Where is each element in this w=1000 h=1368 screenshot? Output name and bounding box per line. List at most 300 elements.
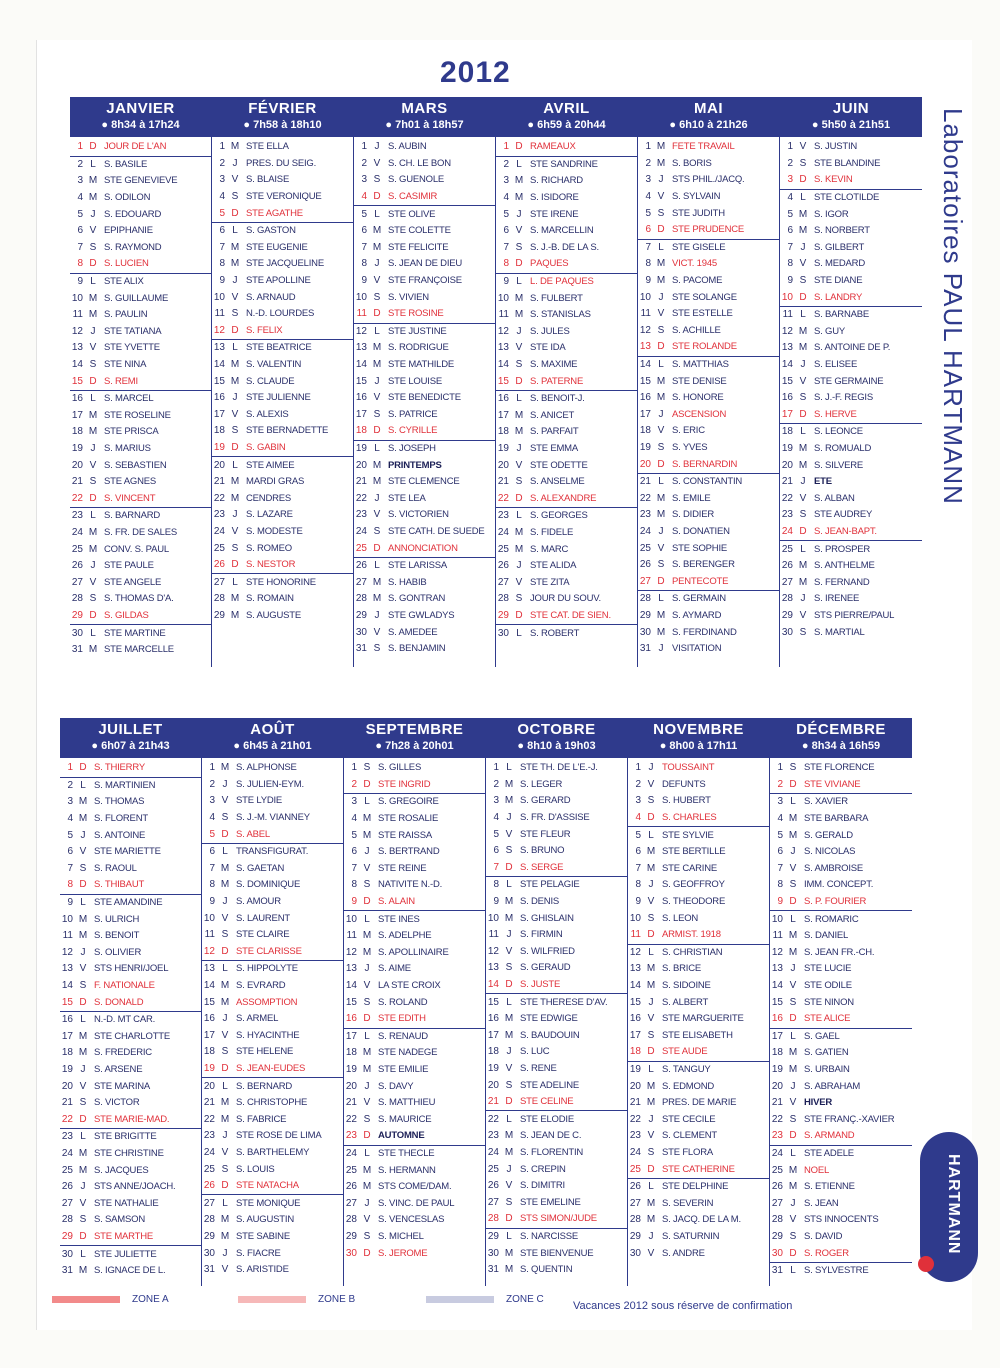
saint-name: S. ANTOINE DE P. xyxy=(814,343,891,354)
weekday-letter: M xyxy=(372,225,382,237)
weekday-letter: V xyxy=(221,795,229,807)
weekday-letter: S xyxy=(647,1146,655,1158)
saint-name: STE FLEUR xyxy=(520,829,571,840)
saint-name: S. JULES xyxy=(530,326,570,337)
day-number: 30 xyxy=(639,626,651,638)
day-number: 18 xyxy=(629,1046,641,1058)
saint-name: CONV. S. PAUL xyxy=(104,544,169,555)
day-number: 18 xyxy=(639,425,651,437)
saint-name: STE CLAIRE xyxy=(236,930,290,941)
day-number: 21 xyxy=(629,1097,641,1109)
weekday-letter: D xyxy=(515,609,523,621)
day-number: 15 xyxy=(781,375,793,387)
day-row xyxy=(354,423,495,440)
weekday-letter: M xyxy=(656,375,666,387)
legend-zone-a xyxy=(52,1294,169,1305)
saint-name: PRÉS. DE MARIE xyxy=(662,1098,737,1109)
saint-name: STE EMMA xyxy=(530,443,579,454)
saint-name: S. TANGUY xyxy=(662,1064,711,1075)
day-row xyxy=(212,323,353,340)
saint-name: S. DONATIEN xyxy=(672,526,730,537)
day-row xyxy=(628,810,769,827)
day-number: 12 xyxy=(781,325,793,337)
day-row xyxy=(70,424,211,441)
weekday-letter: V xyxy=(789,1097,797,1109)
day-row xyxy=(628,1229,769,1246)
weekday-letter: M xyxy=(798,576,808,588)
day-row xyxy=(70,340,211,357)
day-row xyxy=(770,894,912,911)
saint-name: S. FR. D'ASSISE xyxy=(520,813,590,824)
weekday-letter: L xyxy=(90,276,96,288)
day-row xyxy=(60,961,201,978)
day-row xyxy=(638,239,779,257)
day-row xyxy=(70,290,211,307)
day-row xyxy=(60,1179,201,1196)
saint-name: S. HERMANN xyxy=(378,1165,436,1176)
saint-name: STE GISÈLE xyxy=(672,242,726,253)
saint-name: S. DENIS xyxy=(520,897,560,908)
weekday-letter: L xyxy=(374,560,380,572)
day-row xyxy=(60,777,201,795)
saint-name: STE NADÈGE xyxy=(378,1048,438,1059)
saint-name: NOËL xyxy=(804,1165,830,1176)
saint-name: STE TATIANA xyxy=(104,326,162,337)
day-row xyxy=(486,876,627,894)
day-row xyxy=(212,456,353,474)
saint-name: STE MARTHE xyxy=(94,1231,154,1242)
saint-name: S. FLORENTIN xyxy=(520,1147,584,1158)
day-number: 24 xyxy=(213,525,225,537)
day-number: 21 xyxy=(781,476,793,488)
saint-name: S. BRUNO xyxy=(520,846,565,857)
day-row xyxy=(780,390,922,407)
weekday-letter: S xyxy=(799,157,807,169)
day-number: 14 xyxy=(629,980,641,992)
weekday-letter: S xyxy=(657,324,665,336)
month-9 xyxy=(486,718,628,1286)
day-row xyxy=(496,223,637,240)
day-row xyxy=(770,1078,912,1095)
day-row xyxy=(770,760,912,777)
saint-name: STE YVETTE xyxy=(104,343,160,354)
day-number: 18 xyxy=(61,1047,73,1059)
day-number: 12 xyxy=(629,946,641,958)
day-number: 26 xyxy=(497,560,509,572)
day-number: 23 xyxy=(71,510,83,522)
day-row xyxy=(202,793,343,810)
day-number: 13 xyxy=(203,963,215,975)
weekday-letter: M xyxy=(230,258,240,270)
day-row xyxy=(486,944,627,961)
saint-name: STE DENISE xyxy=(672,376,727,387)
saint-name: S. THIBAUT xyxy=(94,880,145,891)
day-number: 9 xyxy=(635,896,641,908)
day-number: 25 xyxy=(61,1164,73,1176)
day-number: 5 xyxy=(645,207,651,219)
day-row xyxy=(496,457,637,474)
day-number: 24 xyxy=(355,525,367,537)
saint-name: S. J.-M. VIANNEY xyxy=(236,813,310,824)
saint-name: S. DAVID xyxy=(804,1231,843,1242)
day-row xyxy=(202,877,343,894)
day-number: 9 xyxy=(645,275,651,287)
day-number: 9 xyxy=(77,276,83,288)
day-row xyxy=(638,407,779,424)
day-number: 30 xyxy=(61,1248,73,1260)
sun-times: ● 8h34 à 17h24 xyxy=(101,119,180,131)
saint-name: S. WILFRIED xyxy=(520,946,575,957)
day-number: 15 xyxy=(497,375,509,387)
weekday-letter: M xyxy=(88,175,98,187)
year-title: 2012 xyxy=(440,56,511,89)
day-number: 14 xyxy=(771,980,783,992)
day-row xyxy=(496,240,637,257)
saint-name: STE GERMAINE xyxy=(814,376,884,387)
day-row xyxy=(638,356,779,374)
month-11 xyxy=(770,718,912,1286)
weekday-letter: M xyxy=(78,1147,88,1159)
saint-name: F. NATIONALE xyxy=(94,981,155,992)
day-number: 14 xyxy=(61,980,73,992)
weekday-letter: J xyxy=(232,392,238,404)
day-number: 16 xyxy=(781,392,793,404)
weekday-letter: S xyxy=(657,207,665,219)
weekday-letter: S xyxy=(647,1029,655,1041)
day-number: 28 xyxy=(629,1214,641,1226)
weekday-letter: S xyxy=(789,1113,797,1125)
weekday-letter: V xyxy=(89,576,97,588)
day-number: 29 xyxy=(497,609,509,621)
weekday-letter: V xyxy=(231,525,239,537)
day-row xyxy=(202,1262,343,1279)
weekday-letter: J xyxy=(506,1163,512,1175)
weekday-letter: D xyxy=(515,258,523,270)
day-row xyxy=(628,1245,769,1262)
weekday-letter: L xyxy=(648,1063,654,1075)
day-number: 31 xyxy=(61,1265,73,1277)
weekday-letter: J xyxy=(374,141,380,153)
day-row xyxy=(638,490,779,507)
day-number: 7 xyxy=(351,862,357,874)
day-number: 28 xyxy=(61,1214,73,1226)
day-row xyxy=(496,139,637,156)
weekday-letter: D xyxy=(505,1213,513,1225)
day-number: 2 xyxy=(645,157,651,169)
day-number: 16 xyxy=(71,393,83,405)
day-number: 8 xyxy=(777,879,783,891)
weekday-letter: M xyxy=(646,1097,656,1109)
day-number: 17 xyxy=(345,1030,357,1042)
day-row xyxy=(354,641,495,658)
weekday-letter: L xyxy=(648,946,654,958)
day-row xyxy=(60,1111,201,1128)
weekday-letter: M xyxy=(514,309,524,321)
day-number: 8 xyxy=(645,258,651,270)
day-number: 23 xyxy=(487,1130,499,1142)
day-row xyxy=(354,240,495,257)
weekday-letter: L xyxy=(506,762,512,774)
saint-name: STE FLORENCE xyxy=(804,763,875,774)
day-number: 24 xyxy=(629,1146,641,1158)
day-number: 3 xyxy=(77,175,83,187)
saint-name: STE CLOTILDE xyxy=(814,193,880,204)
day-number: 28 xyxy=(345,1214,357,1226)
weekday-letter: S xyxy=(505,845,513,857)
day-number: 9 xyxy=(503,276,509,288)
weekday-letter: J xyxy=(790,963,796,975)
weekday-letter: V xyxy=(373,392,381,404)
day-row xyxy=(344,1045,485,1062)
saint-name: STE ROSINE xyxy=(388,309,444,320)
day-number: 26 xyxy=(487,1180,499,1192)
saint-name: S. SATURNIN xyxy=(662,1231,720,1242)
weekday-letter: M xyxy=(362,930,372,942)
day-list xyxy=(770,758,912,1286)
day-row xyxy=(496,574,637,591)
day-row xyxy=(202,944,343,961)
saint-name: S. GEOFFROY xyxy=(662,880,725,891)
weekday-letter: S xyxy=(79,1097,87,1109)
sun-times: ● 8h00 à 17h11 xyxy=(659,740,738,752)
weekday-letter: M xyxy=(504,1029,514,1041)
weekday-letter: M xyxy=(798,442,808,454)
saint-name: S. BARNARD xyxy=(104,511,161,522)
saint-name: STS ANNE/JOACH. xyxy=(94,1182,176,1193)
saint-name: S. ARMEL xyxy=(236,1014,279,1025)
day-row xyxy=(70,373,211,390)
weekday-letter: M xyxy=(646,1214,656,1226)
day-row xyxy=(486,760,627,777)
weekday-letter: S xyxy=(373,174,381,186)
day-row xyxy=(486,1194,627,1211)
day-number: 7 xyxy=(77,241,83,253)
saint-name: STE AIMÉE xyxy=(246,460,295,471)
saint-name: STE EUGÉNIE xyxy=(246,242,308,253)
day-number: 17 xyxy=(213,408,225,420)
saint-name: S. CONSTANTIN xyxy=(672,477,743,488)
saint-name: PRINTEMPS xyxy=(388,460,442,471)
month-name: OCTOBRE xyxy=(517,721,596,738)
saint-name: STE CÉLINE xyxy=(520,1097,574,1108)
day-row xyxy=(354,440,495,458)
saint-name: S. ROBERT xyxy=(530,628,580,639)
saint-name: S. ARNAUD xyxy=(246,292,296,303)
saint-name: STE AGNÈS xyxy=(104,477,157,488)
day-number: 23 xyxy=(61,1131,73,1143)
day-number: 4 xyxy=(77,192,83,204)
sun-times: ● 8h34 à 16h59 xyxy=(801,740,881,752)
day-row xyxy=(638,557,779,574)
weekday-letter: L xyxy=(516,393,522,405)
day-number: 2 xyxy=(493,778,499,790)
day-row xyxy=(212,490,353,507)
day-row xyxy=(486,1110,627,1128)
day-number: 4 xyxy=(787,192,793,204)
saint-name: S. VICTORIEN xyxy=(388,510,449,521)
day-row xyxy=(60,978,201,995)
day-number: 17 xyxy=(203,1029,215,1041)
day-row xyxy=(486,810,627,827)
saint-name: PRÉS. DU SEIG. xyxy=(246,158,317,169)
weekday-letter: M xyxy=(220,980,230,992)
saint-name: S. MAXIME xyxy=(530,360,578,371)
day-row xyxy=(60,1045,201,1062)
weekday-letter: D xyxy=(373,191,381,203)
day-number: 13 xyxy=(355,342,367,354)
day-row xyxy=(496,424,637,441)
weekday-letter: L xyxy=(80,897,86,909)
day-list xyxy=(486,758,627,1286)
weekday-letter: J xyxy=(648,1113,654,1125)
day-number: 4 xyxy=(645,191,651,203)
saint-name: STE ROLANDE xyxy=(672,342,737,353)
saint-name: S. MARCELLIN xyxy=(530,226,594,237)
day-row xyxy=(202,1229,343,1246)
day-number: 22 xyxy=(487,1113,499,1125)
day-number: 16 xyxy=(61,1014,73,1026)
weekday-letter: V xyxy=(89,459,97,471)
weekday-letter: M xyxy=(372,359,382,371)
weekday-letter: D xyxy=(363,778,371,790)
zone-c-label: ZONE C xyxy=(506,1294,544,1305)
day-number: 10 xyxy=(203,912,215,924)
day-row xyxy=(628,994,769,1011)
saint-name: S. BORIS xyxy=(672,158,712,169)
saint-name: STE LÉA xyxy=(388,493,426,504)
weekday-letter: D xyxy=(221,1062,229,1074)
weekday-letter: V xyxy=(363,862,371,874)
day-number: 9 xyxy=(787,275,793,287)
saint-name: STE FLORA xyxy=(662,1147,713,1158)
weekday-letter: L xyxy=(90,510,96,522)
day-number: 11 xyxy=(62,930,73,942)
day-list xyxy=(202,758,343,1286)
day-number: 29 xyxy=(781,609,793,621)
day-row xyxy=(780,357,922,374)
weekday-letter: M xyxy=(504,1130,514,1142)
weekday-letter: V xyxy=(231,174,239,186)
weekday-letter: V xyxy=(505,1180,513,1192)
weekday-letter: V xyxy=(799,258,807,270)
day-number: 15 xyxy=(345,996,357,1008)
day-row xyxy=(780,423,922,441)
weekday-letter: M xyxy=(372,459,382,471)
month-4 xyxy=(638,97,780,667)
day-row xyxy=(354,357,495,374)
day-number: 30 xyxy=(487,1247,499,1259)
day-number: 2 xyxy=(209,778,215,790)
day-number: 31 xyxy=(487,1264,499,1276)
weekday-letter: V xyxy=(505,828,513,840)
day-number: 5 xyxy=(787,208,793,220)
day-number: 24 xyxy=(203,1146,215,1158)
day-number: 23 xyxy=(213,509,225,521)
day-number: 12 xyxy=(71,325,83,337)
day-row xyxy=(202,1178,343,1195)
day-number: 1 xyxy=(787,141,793,153)
saint-name: STE BLANDINE xyxy=(814,158,881,169)
sun-times: ● 6h07 à 21h43 xyxy=(91,740,170,752)
weekday-letter: M xyxy=(514,175,524,187)
weekday-letter: L xyxy=(800,309,806,321)
day-row xyxy=(344,1111,485,1128)
saint-name: S. BASILE xyxy=(104,159,148,170)
day-row xyxy=(496,441,637,458)
saint-name: S. MARTIAL xyxy=(814,627,865,638)
weekday-letter: M xyxy=(656,626,666,638)
day-row xyxy=(638,205,779,222)
weekday-letter: V xyxy=(363,1214,371,1226)
day-row xyxy=(638,172,779,189)
weekday-letter: M xyxy=(78,813,88,825)
saint-name: STE MARTINE xyxy=(104,628,166,639)
weekday-letter: L xyxy=(80,1014,86,1026)
day-row xyxy=(638,339,779,356)
saint-name: S. THÉODORE xyxy=(662,897,726,908)
day-row xyxy=(780,608,922,625)
day-row xyxy=(780,407,922,424)
weekday-letter: M xyxy=(220,879,230,891)
saint-name: S. AUGUSTE xyxy=(246,610,302,621)
saint-name: S. JÉRÔME xyxy=(378,1248,428,1259)
weekday-letter: S xyxy=(231,425,239,437)
day-number: 3 xyxy=(777,796,783,808)
weekday-letter: S xyxy=(231,308,239,320)
month-name: JUIN xyxy=(832,100,870,117)
weekday-letter: V xyxy=(647,778,655,790)
saint-name: S. GUY xyxy=(814,326,846,337)
month-5 xyxy=(780,97,922,667)
saint-name: S. BERTRAND xyxy=(378,847,440,858)
day-number: 8 xyxy=(493,879,499,891)
saint-name: S. JULIEN-EYM. xyxy=(236,779,304,790)
day-row xyxy=(780,474,922,491)
weekday-letter: S xyxy=(505,962,513,974)
day-number: 21 xyxy=(345,1097,357,1109)
saint-name: ÉPIPHANIE xyxy=(104,226,153,237)
day-number: 14 xyxy=(355,359,367,371)
day-number: 18 xyxy=(345,1047,357,1059)
day-row xyxy=(486,1061,627,1078)
saint-name: S. ROMUALD xyxy=(814,443,872,454)
day-row xyxy=(770,1095,912,1112)
day-row xyxy=(496,190,637,207)
day-row xyxy=(344,1028,485,1046)
day-row xyxy=(202,861,343,878)
day-row xyxy=(638,440,779,457)
day-number: 11 xyxy=(630,929,641,941)
weekday-letter: V xyxy=(373,157,381,169)
day-row xyxy=(60,1011,201,1029)
day-number: 13 xyxy=(487,962,499,974)
weekday-letter: L xyxy=(222,963,228,975)
saint-name: STE LUCIE xyxy=(804,964,852,975)
saint-name: S. LAURENT xyxy=(236,913,290,924)
day-number: 18 xyxy=(203,1046,215,1058)
saint-name: S. VINCENT xyxy=(104,493,156,504)
saint-name: ANNONCIATION xyxy=(388,543,458,554)
weekday-letter: M xyxy=(362,829,372,841)
day-number: 1 xyxy=(67,762,73,774)
weekday-letter: V xyxy=(89,342,97,354)
day-number: 10 xyxy=(71,292,83,304)
day-row xyxy=(628,1044,769,1061)
day-number: 17 xyxy=(771,1030,783,1042)
weekday-letter: M xyxy=(230,492,240,504)
day-row xyxy=(212,440,353,457)
weekday-letter: D xyxy=(515,492,523,504)
